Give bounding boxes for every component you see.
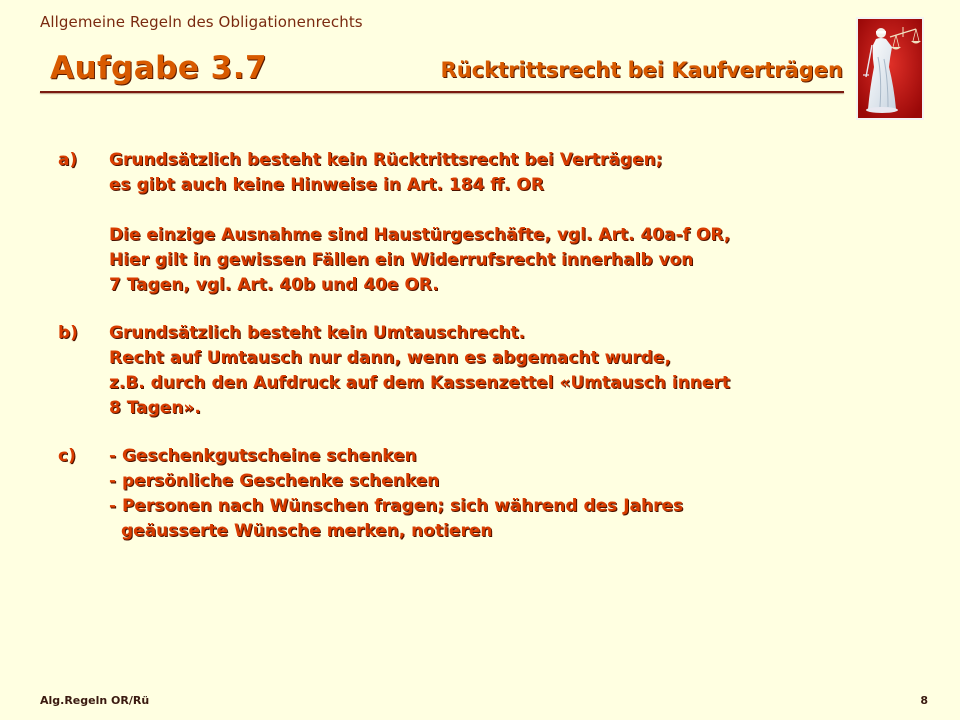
item-line: 7 Tagen, vgl. Art. 40b und 40e OR. [109, 275, 439, 295]
item-body [109, 148, 878, 298]
list-item [58, 444, 878, 544]
justitia-icon [856, 17, 924, 120]
item-line: - Personen nach Wünschen fragen; sich während des Jahres [109, 496, 684, 516]
item-line: - Geschenkgutscheine schenken [109, 446, 417, 466]
course-title: Allgemeine Regeln des Obligationenrechts [40, 13, 363, 31]
footer-course-code: Alg.Regeln OR/Rü [40, 694, 150, 707]
task-subtitle: Rücktrittsrecht bei Kaufverträgen [440, 58, 843, 82]
item-line: Grundsätzlich besteht kein Rücktrittsrecht bei Verträgen; [109, 150, 663, 170]
item-line: - persönliche Geschenke schenken [109, 471, 440, 491]
title-underline [40, 91, 844, 93]
item-line: 8 Tagen». [109, 398, 201, 418]
item-line: es gibt auch keine Hinweise in Art. 184 ff. OR [109, 175, 544, 195]
item-line-gap [109, 198, 878, 223]
item-line: Grundsätzlich besteht kein Umtauschrecht. [109, 323, 526, 343]
answer-list [58, 148, 878, 567]
item-line: Hier gilt in gewissen Fällen ein Widerrufsrecht innerhalb von [109, 250, 694, 270]
item-label: c) [58, 446, 76, 466]
list-item [58, 148, 878, 298]
item-body [109, 321, 878, 421]
item-body [109, 444, 878, 544]
item-label: b) [58, 323, 78, 343]
item-line: z.B. durch den Aufdruck auf dem Kassenzettel «Umtausch innert [109, 373, 730, 393]
task-title: Aufgabe 3.7 [50, 50, 268, 86]
page-number: 8 [920, 694, 928, 707]
item-line: Die einzige Ausnahme sind Haustürgeschäfte, vgl. Art. 40a-f OR, [109, 225, 731, 245]
item-line: Recht auf Umtausch nur dann, wenn es abgemacht wurde, [109, 348, 671, 368]
item-label: a) [58, 150, 78, 170]
list-item [58, 321, 878, 421]
item-line: geäusserte Wünsche merken, notieren [121, 521, 493, 541]
